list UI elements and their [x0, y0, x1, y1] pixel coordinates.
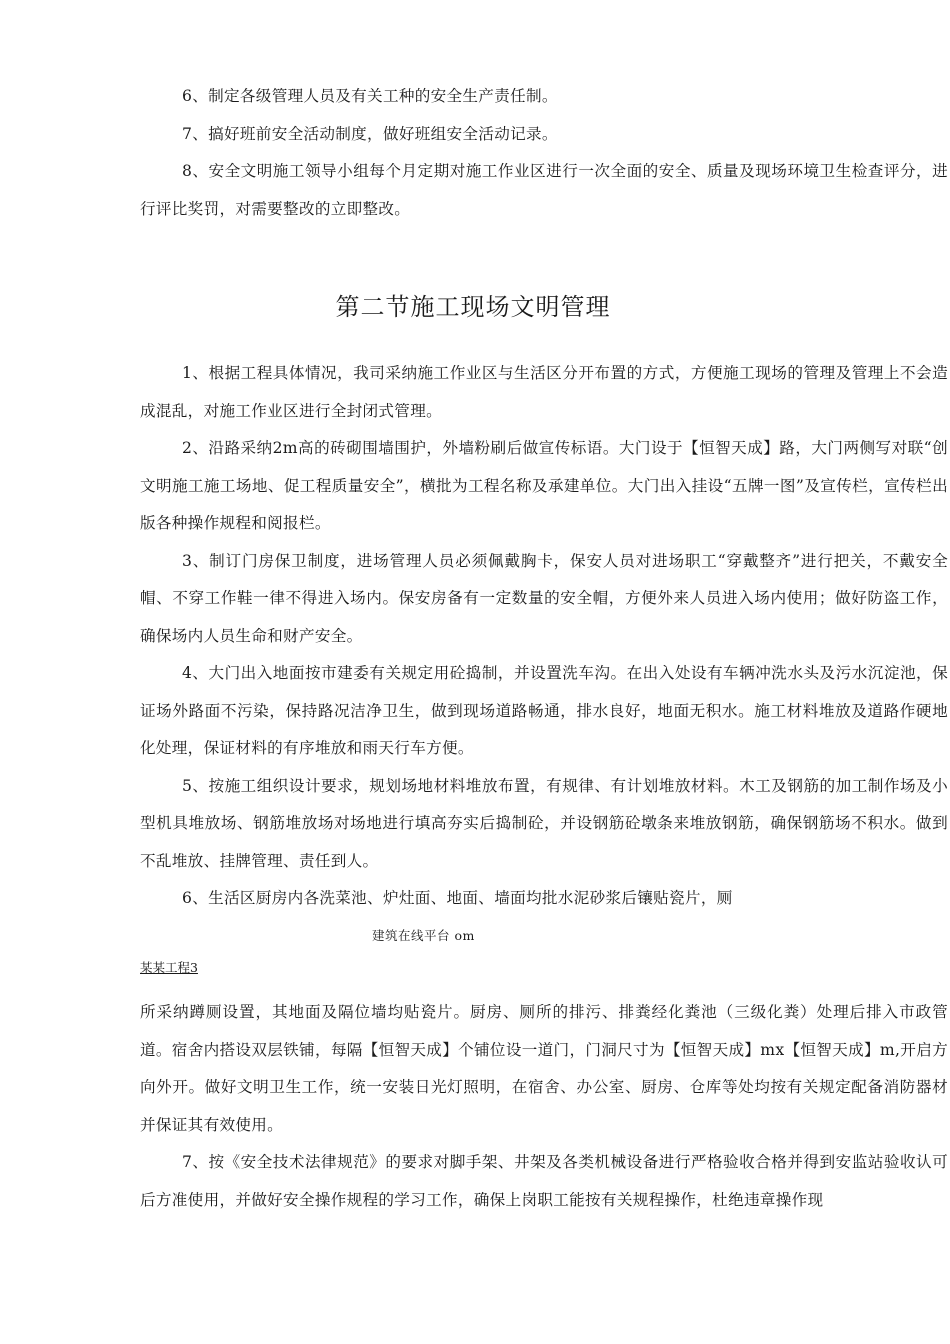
paragraph-continuation: 所采纳蹲厕设置，其地面及隔位墙均贴瓷片。厨房、厕所的排污、排粪经化粪池（三级化粪）处理后排入市政管道。宿舍内搭设双层铁铺，每隔【恒智天成】个铺位设一道门，门洞尺寸为【恒智天成】mx【恒智天成】m,开启方向外开。做好文明卫生工作，统一安装日光灯照明，在宿舍、办公室、厨房、仓库等处均按有关规定配备消防器材并保证其有效使用。 — [140, 1003, 948, 1134]
page-header: 某某工程3 — [140, 960, 198, 975]
paragraph: 7、搞好班前安全活动制度，做好班组安全活动记录。 — [182, 124, 558, 143]
paragraph: 8、安全文明施工领导小组每个月定期对施工作业区进行一次全面的安全、质量及现场环境卫生检查评分，进行评比奖罚，对需要整改的立即整改。 — [140, 162, 948, 218]
section-paragraphs — [140, 355, 948, 918]
paragraph: 6、制定各级管理人员及有关工种的安全生产责任制。 — [182, 87, 558, 105]
paragraph: 3、制订门房保卫制度，进场管理人员必须佩戴胸卡，保安人员对进场职工“穿戴整齐”进行把关，不戴安全帽、不穿工作鞋一律不得进入场内。保安房备有一定数量的安全帽，方便外来人员进入场内使用；做好防盗工作，确保场内人员生命和财产安全。 — [140, 551, 948, 645]
paragraph: 7、按《安全技术法律规范》的要求对脚手架、井架及各类机械设备进行严格验收合格并得到安监站验收认可后方准使用，并做好安全操作规程的学习工作，确保上岗职工能按有关规程操作，杜绝违章操作现 — [140, 1153, 948, 1209]
bottom-paragraphs — [140, 994, 948, 1219]
section-title: 第二节施工现场文明管理 — [335, 293, 611, 321]
paragraph: 5、按施工组织设计要求，规划场地材料堆放布置，有规律、有计划堆放材料。木工及钢筋的加工制作场及小型机具堆放场、钢筋堆放场对场地进行填高夯实后捣制砼，并设钢筋砼墩条来堆放钢筋，确保钢筋场不积水。做到不乱堆放、挂牌管理、责任到人。 — [140, 776, 948, 870]
paragraph: 2、沿路采纳2m高的砖砌围墙围护，外墙粉刷后做宣传标语。大门设于【恒智天成】路，大门两侧写对联“创文明施工施工场地、促工程质量安全”，横批为工程名称及承建单位。大门出入挂设“五牌一图”及宣传栏，宣传栏出版各种操作规程和阅报栏。 — [140, 439, 948, 532]
page-footer: 建筑在线平台 om — [372, 928, 475, 943]
paragraph: 1、根据工程具体情况，我司采纳施工作业区与生活区分开布置的方式，方便施工现场的管理及管理上不会造成混乱，对施工作业区进行全封闭式管理。 — [140, 364, 948, 420]
paragraph: 6、生活区厨房内各洗菜池、炉灶面、地面、墙面均批水泥砂浆后镶贴瓷片，厕 — [182, 889, 733, 907]
paragraph: 4、大门出入地面按市建委有关规定用砼捣制，并设置洗车沟。在出入处设有车辆冲洗水头及污水沉淀池，保证场外路面不污染，保持路况洁净卫生，做到现场道路畅通，排水良好，地面无积水。施工材料堆放及道路作硬地化处理，保证材料的有序堆放和雨天行车方便。 — [140, 664, 948, 757]
top-paragraphs — [140, 78, 948, 228]
